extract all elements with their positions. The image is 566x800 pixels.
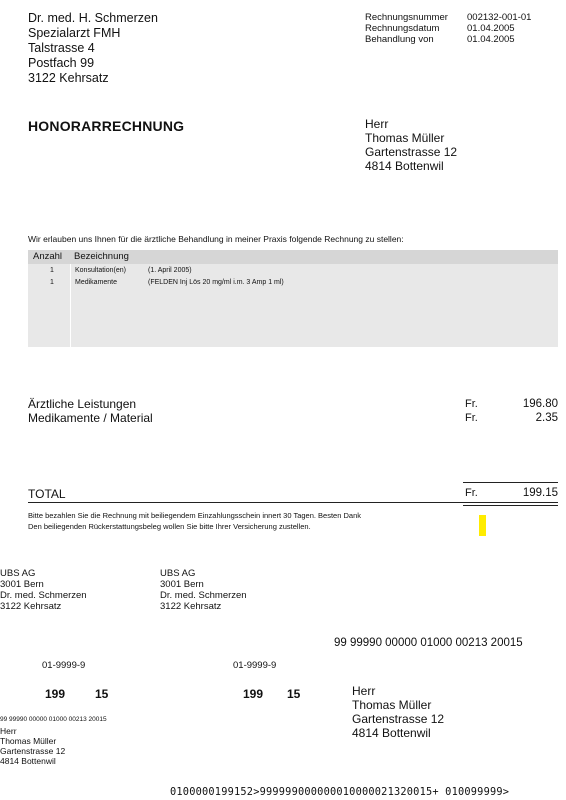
amount-medication: 2.35 (535, 412, 558, 424)
meta-label: Rechnungsdatum (365, 23, 440, 34)
payer-line: Gartenstrasse 12 (352, 712, 445, 726)
row-qty: 1 (50, 279, 54, 286)
currency-label: Fr. (465, 412, 478, 424)
meta-label: Rechnungsnummer (365, 12, 448, 23)
recipient-line: 4814 Bottenwil (365, 159, 444, 173)
sender-line: Spezialarzt FMH (28, 26, 121, 40)
recipient-line: Herr (365, 117, 389, 131)
highlight-marker (479, 515, 486, 536)
header-qty: Anzahl (33, 251, 63, 262)
recipient-address (365, 117, 457, 173)
slip-bank-left (0, 568, 87, 612)
bank-line: 3001 Bern (0, 579, 44, 590)
payer-line: Thomas Müller (352, 698, 432, 712)
slip-reference-number: 99 99990 00000 01000 00213 20015 (334, 637, 523, 649)
note-line: Bitte bezahlen Sie die Rechnung mit beiliegendem Einzahlungsschein innert 30 Tagen. Besten Dank (28, 511, 361, 520)
summary-label-medication: Medikamente / Material (28, 411, 153, 425)
slip-amount-francs-right: 199 (243, 687, 264, 701)
bank-line: 3001 Bern (160, 579, 204, 590)
summary-currency (465, 397, 478, 425)
sender-address (28, 11, 158, 86)
sender-line: Talstrasse 4 (28, 41, 95, 55)
slip-payer-left (0, 726, 65, 766)
sender-line: 3122 Kehrsatz (28, 71, 109, 85)
payer-line: Thomas Müller (0, 736, 57, 746)
meta-label: Behandlung von (365, 34, 434, 45)
amount-services: 196.80 (522, 398, 558, 410)
summary-label-services: Ärztliche Leistungen (28, 397, 137, 411)
total-double-rule (463, 505, 558, 506)
slip-amount-cents-right: 15 (287, 687, 301, 701)
ocr-code-line: 0100000199152>999999000000010000021320015+ 010099999> (170, 786, 510, 798)
bank-line: 3122 Kehrsatz (160, 601, 222, 612)
row-desc: (1. April 2005) (148, 267, 192, 274)
intro-text: Wir erlauben uns Ihnen für die ärztliche Behandlung in meiner Praxis folgende Rechnung zu stellen: (28, 234, 404, 244)
slip-amount-cents-left: 15 (95, 687, 109, 701)
meta-row-treatment-date (365, 34, 531, 45)
bank-line: 3122 Kehrsatz (0, 601, 62, 612)
total-label: TOTAL (28, 487, 66, 501)
column-divider (70, 264, 71, 347)
slip-bank-right (160, 568, 247, 612)
slip-account-left: 01-9999-9 (42, 660, 86, 671)
slip-amount-francs-left: 199 (45, 687, 66, 701)
payment-note (28, 510, 458, 532)
row-name: Medikamente (75, 279, 118, 286)
meta-row-invoice-number (365, 12, 531, 23)
items-table (28, 250, 558, 347)
meta-value: 01.04.2005 (467, 34, 515, 45)
note-line: Den beiliegenden Rückerstattungsbeleg wollen Sie bitte Ihrer Versicherung zustellen. (28, 522, 311, 531)
payer-line: Herr (0, 726, 17, 736)
sender-line: Dr. med. H. Schmerzen (28, 11, 158, 25)
total-amount: 199.15 (522, 487, 558, 499)
invoice-meta (365, 12, 531, 45)
document-title: HONORARRECHNUNG (28, 118, 185, 134)
currency-label: Fr. (465, 398, 478, 410)
meta-value: 002132-001-01 (467, 12, 532, 23)
bank-line: UBS AG (160, 568, 196, 579)
recipient-line: Gartenstrasse 12 (365, 145, 458, 159)
payer-line: 4814 Bottenwil (352, 726, 431, 740)
bank-line: Dr. med. Schmerzen (0, 590, 87, 601)
meta-value: 01.04.2005 (467, 23, 515, 34)
meta-row-invoice-date (365, 23, 531, 34)
total-top-rule (463, 482, 558, 483)
row-name: Konsultation(en) (75, 267, 126, 274)
payer-line: Gartenstrasse 12 (0, 746, 66, 756)
total-bottom-rule (28, 502, 558, 503)
table-header (28, 250, 558, 264)
slip-reference-small: 99 99990 00000 01000 00213 20015 (0, 716, 107, 723)
sender-line: Postfach 99 (28, 56, 95, 70)
payer-line: Herr (352, 684, 376, 698)
bank-line: Dr. med. Schmerzen (160, 590, 247, 601)
slip-account-right: 01-9999-9 (233, 660, 277, 671)
summary-amounts (500, 397, 558, 425)
summary-labels (28, 397, 153, 425)
payer-line: 4814 Bottenwil (0, 756, 56, 766)
bank-line: UBS AG (0, 568, 36, 579)
row-desc: (FELDEN Inj Lös 20 mg/ml i.m. 3 Amp 1 ml) (148, 279, 284, 286)
recipient-line: Thomas Müller (365, 131, 445, 145)
header-description: Bezeichnung (74, 251, 129, 262)
total-currency: Fr. (465, 487, 478, 499)
slip-payer-right (352, 684, 444, 740)
row-qty: 1 (50, 267, 54, 274)
